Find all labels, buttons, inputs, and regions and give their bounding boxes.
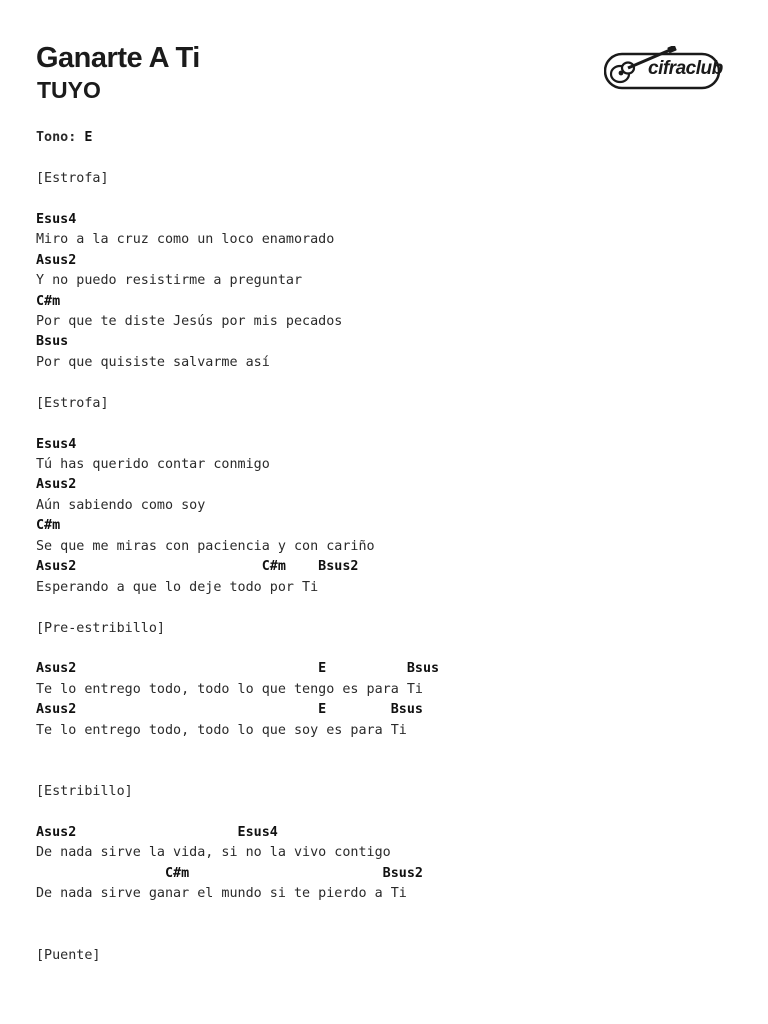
blank-line [36,373,748,393]
lyric-line: Por que te diste Jesús por mis pecados [36,313,343,329]
chord-line[interactable]: Asus2 E Bsus [36,702,423,718]
chord-line[interactable]: Asus2 C#m Bsus2 [36,559,359,575]
key-line [36,128,748,148]
chord-line[interactable]: Asus2 Esus4 [36,824,278,840]
section-label: [Estribillo] [36,784,133,799]
logo-text: cifraclub [648,58,723,79]
lyric-line: Y no puedo resistirme a preguntar [36,273,303,289]
chord-line[interactable]: Asus2 [36,477,77,493]
blank-line [36,802,748,822]
lyric-line: Esperando a que lo deje todo por Ti [36,579,319,595]
blank-line [36,762,748,782]
chord-line[interactable]: C#m Bsus2 [36,865,423,881]
blank-line [36,598,748,618]
lyric-line: De nada sirve ganar el mundo si te pierdo a Ti [36,886,407,902]
chord-line[interactable]: Asus2 E Bsus [36,661,440,677]
chord-sheet [36,128,748,966]
chord-line[interactable]: C#m [36,293,61,309]
blank-line [36,189,748,209]
lyric-line: Tú has querido contar conmigo [36,457,270,472]
key-label: Tono: [36,130,77,145]
cifraclub-logo[interactable] [604,46,723,94]
blank-line [36,148,748,168]
section-label: [Puente] [36,947,101,963]
blank-line [36,639,748,659]
chord-line[interactable]: Esus4 [36,211,77,227]
key-value[interactable]: E [84,130,93,145]
lyric-line: De nada sirve la vida, si no la vivo contigo [36,845,391,861]
lyric-line: Por que quisiste salvarme así [36,354,270,370]
artist-name: TUYO [37,77,101,103]
section-label: [Pre-estribillo] [36,620,165,636]
song-title: Ganarte A Ti [36,42,200,74]
section-label: [Estrofa] [36,395,109,411]
chord-line[interactable]: Esus4 [36,436,77,452]
blank-line [36,741,748,761]
blank-line [36,905,748,925]
lyric-line: Aún sabiendo como soy [36,497,206,513]
lyric-line: Te lo entrego todo, todo lo que soy es para Ti [36,722,407,738]
chord-line[interactable]: C#m [36,518,61,534]
chord-line[interactable]: Asus2 [36,252,77,268]
blank-line [36,925,748,945]
blank-line [36,414,748,434]
lyric-line: Se que me miras con paciencia y con cariño [36,538,375,554]
lyric-line: Miro a la cruz como un loco enamorado [36,232,335,248]
section-label: [Estrofa] [36,170,109,186]
chord-line[interactable]: Bsus [36,334,69,350]
lyric-line: Te lo entrego todo, todo lo que tengo es para Ti [36,681,423,697]
